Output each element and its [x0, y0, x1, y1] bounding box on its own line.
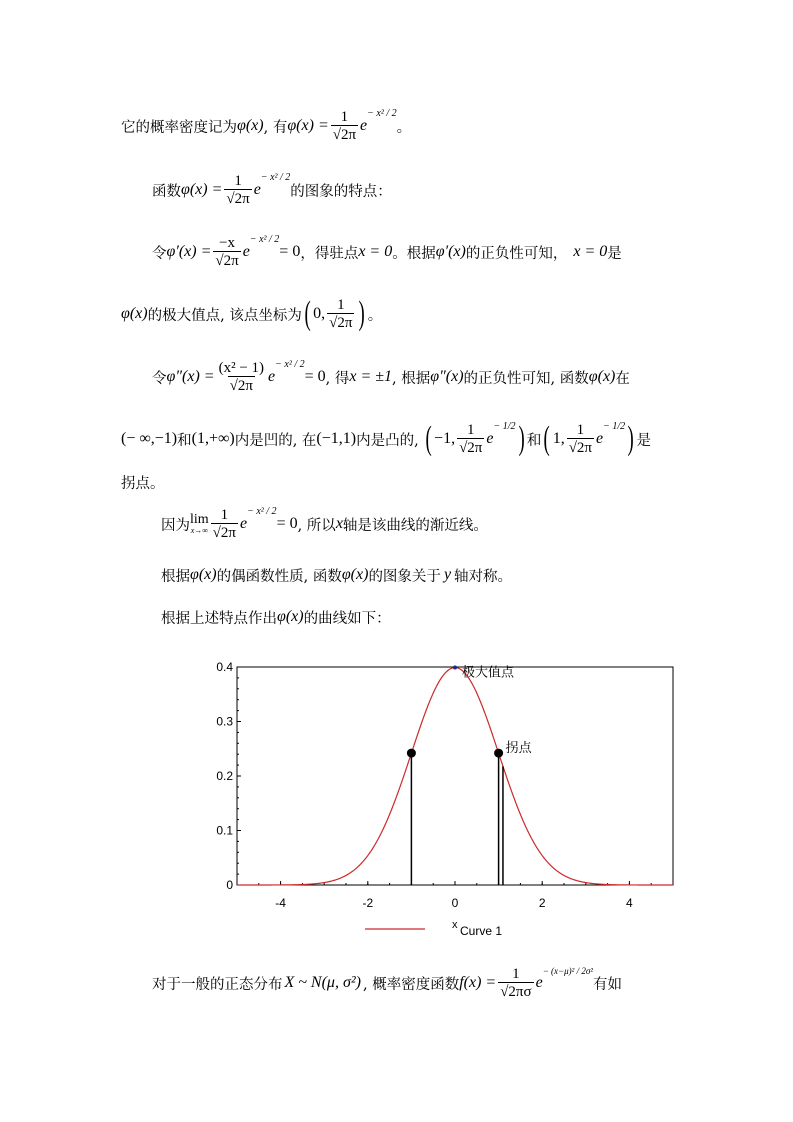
- math-x0b: x = 0: [573, 243, 608, 260]
- paren-close: ): [627, 420, 634, 457]
- text: 令: [152, 370, 167, 387]
- series-line-curve-1: [237, 668, 673, 885]
- fraction: [498, 966, 533, 1001]
- para-plot-intro: [161, 604, 391, 630]
- para-asymptote: [161, 502, 488, 546]
- math-y: y: [443, 566, 452, 583]
- math-e: e: [239, 515, 248, 532]
- math-eq: φ′(x) =: [166, 243, 212, 260]
- text: 是: [607, 245, 622, 262]
- math-phi: φ(x): [237, 117, 264, 134]
- math-point: −1,: [434, 430, 456, 447]
- text: 根据上述特点作出: [161, 610, 277, 627]
- lim-word: lim: [190, 511, 209, 527]
- fraction: [213, 235, 240, 270]
- denominator: √2πσ: [500, 983, 532, 1000]
- text: 拐点。: [121, 475, 165, 492]
- math-phi: φ(x): [277, 608, 304, 625]
- numerator: 1: [466, 421, 475, 438]
- fraction: [224, 173, 251, 208]
- text: 令: [152, 245, 167, 262]
- para-density-def: [121, 104, 411, 148]
- text: 的图象的特点：: [290, 183, 392, 200]
- math-zero: 0,: [313, 305, 326, 322]
- text: 和: [177, 432, 192, 449]
- lim-sub: x→∞: [190, 525, 208, 535]
- text: 的正负性可知, 函数: [463, 370, 589, 387]
- numerator: 1: [220, 506, 229, 523]
- math-e: e: [242, 243, 250, 260]
- paren-open: (: [425, 420, 432, 457]
- text: ，得驻点: [300, 245, 359, 262]
- math-interval-1: (− ∞,−1): [121, 430, 178, 447]
- math-x0: x = 0: [358, 243, 393, 260]
- text: 内是凸的,: [356, 432, 419, 449]
- y-tick-label: 0.2: [216, 769, 233, 783]
- text: 是: [636, 432, 651, 449]
- data-point: [494, 749, 503, 758]
- denominator: √2π: [215, 252, 239, 269]
- math-phi: φ(x): [190, 566, 217, 583]
- text: 轴对称。: [454, 568, 513, 585]
- math-eq0: = 0: [276, 515, 298, 532]
- y-tick-label: 0.3: [216, 714, 233, 729]
- paren-close: ): [359, 295, 366, 332]
- math-phi: φ(x): [341, 566, 369, 583]
- y-tick-label: 0.4: [216, 660, 233, 674]
- normal-density-chart: [0, 650, 793, 950]
- text: , 概率密度函数: [362, 976, 460, 993]
- math-phi2: φ″(x): [430, 368, 464, 385]
- text: 的正负性可知，: [465, 245, 568, 262]
- x-axis-label: x: [452, 919, 458, 931]
- para-second-derivative: [152, 355, 630, 399]
- text: 因为: [161, 517, 190, 534]
- para-stationary-point: [152, 230, 622, 274]
- math-xpm: x = ±1: [349, 368, 393, 385]
- math-eq0: = 0: [304, 368, 326, 385]
- text: 。: [396, 119, 412, 136]
- text: 和: [526, 432, 542, 449]
- text: 的偶函数性质, 函数: [216, 568, 342, 585]
- math-e: e: [268, 368, 276, 385]
- text: , 有: [263, 119, 288, 136]
- numerator: 1: [512, 965, 520, 982]
- fraction: [567, 422, 594, 457]
- paren-close: ): [518, 420, 525, 457]
- exponent: − x² / 2: [249, 234, 280, 245]
- math-e: e: [253, 181, 261, 198]
- numerator: 1: [234, 172, 242, 189]
- denominator: √2π: [332, 126, 357, 143]
- y-tick-label: 0.1: [216, 823, 233, 838]
- numerator: −x: [219, 234, 236, 251]
- legend-label: Curve 1: [460, 924, 503, 938]
- math-fx: f(x) =: [459, 974, 497, 991]
- numerator: 1: [340, 108, 349, 125]
- y-tick-label: 0: [226, 878, 233, 892]
- para-general-normal: [152, 958, 622, 1008]
- denominator: √2π: [329, 314, 353, 331]
- text: 的极大值点, 该点坐标为: [147, 307, 302, 324]
- text: 。: [367, 307, 383, 324]
- paren-open: (: [304, 295, 311, 332]
- text: 根据: [161, 568, 190, 585]
- math-eq: φ(x) =: [181, 181, 223, 198]
- math-limit: [190, 511, 209, 535]
- math-interval-3: (−1,1): [316, 430, 357, 447]
- fraction: [457, 422, 484, 457]
- text: 内是凹的, 在: [234, 432, 317, 449]
- point-label: 极大值点: [462, 664, 515, 680]
- fraction: [211, 507, 238, 542]
- numerator: 1: [337, 296, 345, 313]
- text: , 所以: [297, 517, 336, 534]
- exponent: − x² / 2: [260, 172, 291, 183]
- x-tick-label: -2: [362, 896, 374, 910]
- text: , 根据: [392, 370, 431, 387]
- x-tick-label: 2: [538, 896, 546, 910]
- x-tick-label: 4: [626, 896, 633, 910]
- math-e: e: [360, 117, 368, 134]
- math-x: x: [335, 515, 343, 532]
- text: 在: [615, 370, 630, 387]
- denominator: √2π: [212, 524, 236, 541]
- x-tick-label: 0: [451, 896, 459, 910]
- math-eq0: = 0: [279, 243, 301, 260]
- point-label: 拐点: [505, 740, 532, 756]
- exponent: − x² / 2: [275, 359, 305, 370]
- fraction: [327, 297, 354, 332]
- math-interval-2: (1,+∞): [191, 430, 235, 447]
- para-concavity: [121, 417, 651, 461]
- text: 轴是该曲线的渐近线。: [342, 517, 488, 534]
- math-e: e: [535, 974, 543, 991]
- exponent: − x² / 2: [247, 506, 277, 517]
- math-phi: φ(x): [588, 368, 616, 385]
- para-inflection: [121, 470, 165, 494]
- math-e: e: [596, 430, 604, 447]
- math-e: e: [486, 430, 494, 447]
- exponent: − 1/2: [493, 421, 516, 432]
- text: 的曲线如下：: [303, 610, 391, 627]
- x-tick-label: -4: [275, 896, 286, 910]
- text: 有如: [592, 976, 622, 993]
- text: 函数: [152, 183, 181, 200]
- para-graph-features: [152, 168, 392, 212]
- math-eq: φ″(x) =: [166, 368, 215, 385]
- text: 对于一般的正态分布: [152, 976, 283, 993]
- exponent: − (x−μ)² / 2σ²: [542, 966, 593, 976]
- numerator: 1: [576, 421, 585, 438]
- para-max-point: [121, 292, 382, 336]
- fraction: [331, 109, 358, 144]
- data-point: [407, 749, 416, 758]
- data-point: [453, 666, 457, 670]
- plot-frame: [237, 664, 673, 885]
- text: 它的概率密度记为: [121, 119, 237, 136]
- numerator: (x² − 1): [218, 359, 265, 376]
- exponent: − 1/2: [603, 421, 626, 432]
- text: 。根据: [392, 245, 436, 262]
- exponent: − x² / 2: [367, 108, 397, 119]
- denominator: √2π: [229, 377, 253, 394]
- math-phiprime: φ′(x): [435, 243, 466, 260]
- math-phi: φ(x): [121, 305, 148, 322]
- denominator: √2π: [226, 190, 250, 207]
- text: , 得: [325, 370, 350, 387]
- math-point: 1,: [552, 430, 565, 447]
- text: 的图象关于: [368, 568, 441, 585]
- fraction: [217, 360, 266, 395]
- denominator: √2π: [459, 439, 483, 456]
- math-eq: φ(x) =: [287, 117, 329, 134]
- paren-open: (: [543, 420, 551, 457]
- denominator: √2π: [568, 439, 592, 456]
- math-dist: X ~ N(μ, σ²): [284, 974, 361, 991]
- para-symmetry: [161, 562, 512, 588]
